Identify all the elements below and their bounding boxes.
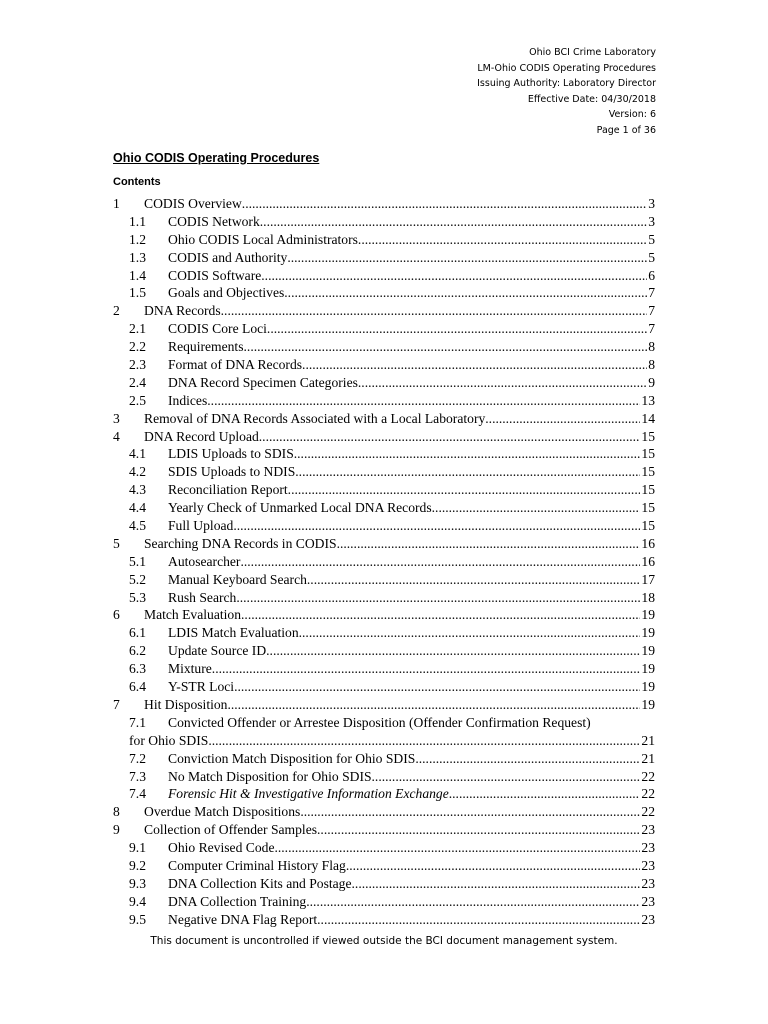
toc-entry-page: 22	[641, 768, 655, 784]
toc-leader-dots	[432, 499, 641, 517]
toc-entry-page: 19	[641, 607, 655, 623]
toc-entry-page: 15	[641, 518, 655, 534]
toc-entry-number: 2.3	[129, 357, 146, 373]
header-doc-id: LM-Ohio CODIS Operating Procedures	[477, 62, 656, 74]
toc-entry-number: 5	[113, 535, 120, 551]
toc-entry-title[interactable]: LDIS Uploads to SDIS	[168, 446, 294, 462]
toc-leader-dots	[236, 589, 640, 607]
toc-entry[interactable]	[113, 875, 655, 893]
toc-entry-number: 1.2	[129, 231, 146, 247]
toc-entry[interactable]	[113, 606, 655, 624]
toc-entry[interactable]	[113, 499, 655, 517]
document-header	[477, 45, 656, 138]
toc-entry[interactable]	[113, 302, 655, 320]
toc-leader-dots	[295, 463, 640, 481]
header-lab-name: Ohio BCI Crime Laboratory	[529, 47, 656, 58]
toc-leader-dots	[352, 875, 641, 893]
toc-entry-title[interactable]: Hit Disposition	[144, 696, 228, 712]
toc-entry-title[interactable]: Collection of Offender Samples	[144, 822, 318, 838]
toc-entry-number: 6.1	[129, 625, 146, 641]
toc-leader-dots	[294, 445, 641, 463]
toc-entry-page: 23	[641, 857, 655, 873]
toc-leader-dots	[299, 624, 641, 642]
toc-entry-page: 8	[648, 339, 655, 355]
toc-entry-page: 7	[648, 321, 655, 337]
toc-entry[interactable]	[113, 267, 655, 285]
toc-entry-page: 15	[641, 446, 655, 462]
toc-entry-page: 15	[641, 464, 655, 480]
toc-entry-page: 15	[641, 428, 655, 444]
toc-entry[interactable]	[113, 589, 655, 607]
toc-entry-number: 2	[113, 303, 120, 319]
toc-entry[interactable]	[113, 660, 655, 678]
header-page-number: Page 1 of 36	[596, 124, 656, 136]
toc-entry-number: 4.4	[129, 500, 146, 516]
toc-entry-page: 19	[641, 625, 655, 641]
toc-entry-page: 15	[641, 482, 655, 498]
toc-leader-dots	[212, 660, 641, 678]
toc-leader-dots	[317, 821, 640, 839]
toc-entry[interactable]	[113, 696, 655, 714]
toc-entry-number: 7.3	[129, 768, 146, 784]
toc-entry-number: 2.1	[129, 321, 146, 337]
toc-entry-number: 5.3	[129, 589, 146, 605]
toc-leader-dots	[221, 302, 648, 320]
toc-entry-title[interactable]: Requirements	[168, 339, 244, 355]
toc-entry-page: 7	[648, 303, 655, 319]
toc-entry-page: 21	[641, 750, 655, 766]
toc-entry-title[interactable]: No Match Disposition for Ohio SDIS	[168, 768, 372, 784]
toc-leader-dots	[233, 517, 640, 535]
toc-entry-title[interactable]: Goals and Objectives	[168, 285, 285, 301]
toc-entry-number: 7	[113, 696, 120, 712]
toc-leader-dots	[358, 374, 647, 392]
header-issuing-authority: Issuing Authority: Laboratory Director	[477, 78, 656, 89]
toc-entry-page: 22	[641, 786, 655, 802]
toc-leader-dots	[302, 356, 647, 374]
toc-entry-title[interactable]: Manual Keyboard Search	[168, 571, 307, 587]
toc-leader-dots	[415, 750, 640, 768]
toc-entry[interactable]	[113, 678, 655, 696]
toc-entry[interactable]	[113, 320, 655, 338]
toc-entry-title[interactable]: Negative DNA Flag Report	[168, 911, 318, 927]
toc-entry-number: 6	[113, 607, 120, 623]
toc-entry-page: 16	[641, 535, 655, 551]
toc-leader-dots	[372, 768, 641, 786]
toc-entry-title[interactable]: Conviction Match Disposition for Ohio SDIS	[168, 750, 416, 766]
toc-entry[interactable]	[113, 463, 655, 481]
toc-entry-number: 9.2	[129, 857, 146, 873]
toc-leader-dots	[240, 553, 640, 571]
toc-entry[interactable]	[113, 571, 655, 589]
toc-entry-page: 19	[641, 643, 655, 659]
toc-entry[interactable]	[113, 392, 655, 410]
toc-entry-number: 4.1	[129, 446, 146, 462]
toc-leader-dots	[485, 410, 640, 428]
toc-entry[interactable]	[113, 284, 655, 302]
toc-entry-title[interactable]: Autosearcher	[168, 553, 241, 569]
toc-entry[interactable]	[113, 374, 655, 392]
toc-leader-dots	[259, 428, 641, 446]
toc-leader-dots	[274, 839, 640, 857]
toc-entry-page: 13	[641, 392, 655, 408]
toc-entry[interactable]	[113, 338, 655, 356]
toc-entry-title[interactable]: DNA Collection Kits and Postage	[168, 875, 352, 891]
toc-entry[interactable]	[113, 768, 655, 786]
toc-leader-dots	[346, 857, 641, 875]
toc-entry[interactable]	[113, 839, 655, 857]
toc-leader-dots	[207, 392, 640, 410]
toc-entry[interactable]	[113, 249, 655, 267]
toc-entry-title[interactable]: Ohio Revised Code	[168, 840, 275, 856]
toc-entry-title[interactable]: Computer Criminal History Flag	[168, 857, 346, 873]
toc-entry[interactable]	[113, 213, 655, 231]
toc-entry-number: 4	[113, 428, 120, 444]
toc-entry-number: 6.2	[129, 643, 146, 659]
toc-entry-title[interactable]: Overdue Match Dispositions	[144, 804, 301, 820]
toc-entry-number: 1.5	[129, 285, 146, 301]
toc-entry[interactable]	[113, 535, 655, 553]
toc-leader-dots	[287, 249, 647, 267]
toc-entry[interactable]	[113, 195, 655, 213]
toc-entry[interactable]	[113, 803, 655, 821]
toc-entry[interactable]	[113, 893, 655, 911]
toc-leader-dots	[449, 785, 641, 803]
toc-entry-title[interactable]: Yearly Check of Unmarked Local DNA Records	[168, 500, 432, 516]
toc-entry-page: 18	[641, 589, 655, 605]
toc-entry-title[interactable]: Removal of DNA Records Associated with a Local Laboratory	[144, 410, 486, 426]
toc-entry-title[interactable]: CODIS and Authority	[168, 249, 288, 265]
toc-entry-title[interactable]: Match Evaluation	[144, 607, 242, 623]
header-version: Version: 6	[608, 109, 656, 120]
toc-entry-page: 19	[641, 679, 655, 695]
toc-entry-title[interactable]: DNA Record Upload	[144, 428, 259, 444]
page-title: Ohio CODIS Operating Procedures	[113, 151, 320, 165]
toc-entry-title[interactable]: DNA Records	[144, 303, 221, 319]
toc-entry-title[interactable]: Convicted Offender or Arrestee Disposition (Offender Confirmation Request)	[168, 714, 591, 730]
toc-entry-title[interactable]: Searching DNA Records in CODIS	[144, 535, 337, 551]
toc-entry-page: 23	[641, 875, 655, 891]
toc-entry-number: 1	[113, 196, 120, 211]
toc-entry-title[interactable]: CODIS Core Loci	[168, 321, 267, 337]
toc-entry-title[interactable]: CODIS Network	[168, 213, 260, 229]
toc-entry-number: 1.3	[129, 249, 146, 265]
toc-leader-dots	[266, 642, 640, 660]
toc-entry[interactable]	[113, 714, 655, 732]
toc-leader-dots	[241, 606, 640, 624]
toc-entry-page: 22	[641, 804, 655, 820]
toc-leader-dots	[337, 535, 641, 553]
toc-entry-title[interactable]: SDIS Uploads to NDIS	[168, 464, 296, 480]
toc-entry-number: 4.3	[129, 482, 146, 498]
toc-entry-page: 6	[648, 267, 655, 283]
toc-entry-page: 14	[641, 410, 655, 426]
toc-entry-page: 23	[641, 911, 655, 927]
toc-entry-title[interactable]: CODIS Software	[168, 267, 262, 283]
toc-entry-title[interactable]: Format of DNA Records	[168, 357, 303, 373]
toc-entry-number: 9.5	[129, 911, 146, 927]
toc-entry-number: 3	[113, 410, 120, 426]
toc-entry-number: 9.4	[129, 893, 146, 909]
toc-entry-number: 5.2	[129, 571, 146, 587]
header-effective-date: Effective Date: 04/30/2018	[527, 93, 656, 105]
toc-leader-dots	[358, 231, 647, 249]
toc-entry-page: 17	[641, 571, 655, 587]
toc-entry-title-continuation[interactable]: for Ohio SDIS	[129, 732, 209, 748]
toc-entry[interactable]	[113, 911, 655, 929]
toc-entry-title[interactable]: Full Upload	[168, 518, 234, 534]
toc-leader-dots	[260, 213, 647, 231]
toc-entry-title[interactable]: Y-STR Loci	[168, 679, 235, 695]
toc-entry[interactable]	[113, 445, 655, 463]
toc-leader-dots	[208, 732, 640, 750]
toc-leader-dots	[242, 195, 647, 213]
toc-entry-page: 3	[648, 196, 655, 211]
toc-entry-title[interactable]: Update Source ID	[168, 643, 267, 659]
toc-leader-dots	[227, 696, 640, 714]
toc-entry-number: 2.5	[129, 392, 146, 408]
contents-heading: Contents	[113, 176, 161, 188]
toc-entry-title[interactable]: Ohio CODIS Local Administrators	[168, 231, 358, 247]
toc-entry-number: 6.3	[129, 661, 146, 677]
toc-leader-dots	[234, 678, 640, 696]
toc-entry[interactable]	[113, 624, 655, 642]
toc-entry-number: 1.4	[129, 267, 146, 283]
toc-entry-number: 7.1	[129, 714, 146, 730]
toc-entry-page: 23	[641, 822, 655, 838]
footer-disclaimer: This document is uncontrolled if viewed outside the BCI document management system.	[150, 935, 618, 947]
toc-entry-number: 6.4	[129, 679, 146, 695]
table-of-contents	[113, 195, 655, 929]
toc-entry-page: 15	[641, 500, 655, 516]
toc-entry[interactable]	[113, 517, 655, 535]
toc-entry-page: 7	[648, 285, 655, 301]
toc-entry[interactable]	[113, 428, 655, 446]
toc-leader-dots	[284, 284, 647, 302]
toc-entry-page: 23	[641, 893, 655, 909]
toc-entry-title[interactable]: CODIS Overview	[144, 196, 242, 211]
toc-entry-title[interactable]: Rush Search	[168, 589, 237, 605]
toc-entry-page: 23	[641, 840, 655, 856]
toc-leader-dots	[306, 893, 640, 911]
toc-entry-page: 9	[648, 374, 655, 390]
toc-leader-dots	[244, 338, 648, 356]
toc-entry-page: 19	[641, 661, 655, 677]
toc-entry-page: 19	[641, 696, 655, 712]
toc-leader-dots	[317, 911, 640, 929]
toc-entry[interactable]	[113, 857, 655, 875]
toc-leader-dots	[288, 481, 641, 499]
toc-entry[interactable]	[113, 553, 655, 571]
toc-entry[interactable]	[113, 356, 655, 374]
toc-entry-page: 5	[648, 249, 655, 265]
toc-entry[interactable]	[113, 642, 655, 660]
toc-entry-number: 7.4	[129, 786, 146, 802]
toc-entry-number: 4.2	[129, 464, 146, 480]
toc-entry[interactable]	[113, 231, 655, 249]
toc-entry-page: 3	[648, 213, 655, 229]
toc-entry[interactable]	[113, 481, 655, 499]
toc-entry[interactable]	[113, 750, 655, 768]
toc-entry-title[interactable]: DNA Record Specimen Categories	[168, 374, 358, 390]
toc-leader-dots	[307, 571, 641, 589]
toc-entry-title[interactable]: Forensic Hit & Investigative Information Exchange	[168, 786, 449, 802]
toc-entry[interactable]	[113, 410, 655, 428]
toc-entry-page: 16	[641, 553, 655, 569]
toc-entry-number: 2.4	[129, 374, 146, 390]
toc-entry-continuation[interactable]	[113, 732, 655, 750]
toc-entry-page: 21	[641, 732, 655, 748]
toc-leader-dots	[300, 803, 640, 821]
toc-entry-number: 9.1	[129, 840, 146, 856]
toc-entry-title[interactable]: Reconciliation Report	[168, 482, 288, 498]
toc-entry-number: 2.2	[129, 339, 146, 355]
toc-entry-number: 9.3	[129, 875, 146, 891]
toc-entry-title[interactable]: Indices	[168, 392, 208, 408]
toc-entry-number: 4.5	[129, 518, 146, 534]
toc-entry[interactable]	[113, 821, 655, 839]
toc-entry-title[interactable]: Mixture	[168, 661, 212, 677]
toc-entry-number: 5.1	[129, 553, 146, 569]
toc-entry-title[interactable]: DNA Collection Training	[168, 893, 307, 909]
toc-entry-number: 1.1	[129, 213, 146, 229]
toc-entry-number: 7.2	[129, 750, 146, 766]
toc-entry-number: 8	[113, 804, 120, 820]
toc-leader-dots	[267, 320, 647, 338]
toc-entry-page: 8	[648, 357, 655, 373]
toc-entry[interactable]	[113, 785, 655, 803]
toc-entry-number: 9	[113, 822, 120, 838]
toc-entry-title[interactable]: LDIS Match Evaluation	[168, 625, 299, 641]
toc-leader-dots	[261, 267, 647, 285]
toc-entry-page: 5	[648, 231, 655, 247]
